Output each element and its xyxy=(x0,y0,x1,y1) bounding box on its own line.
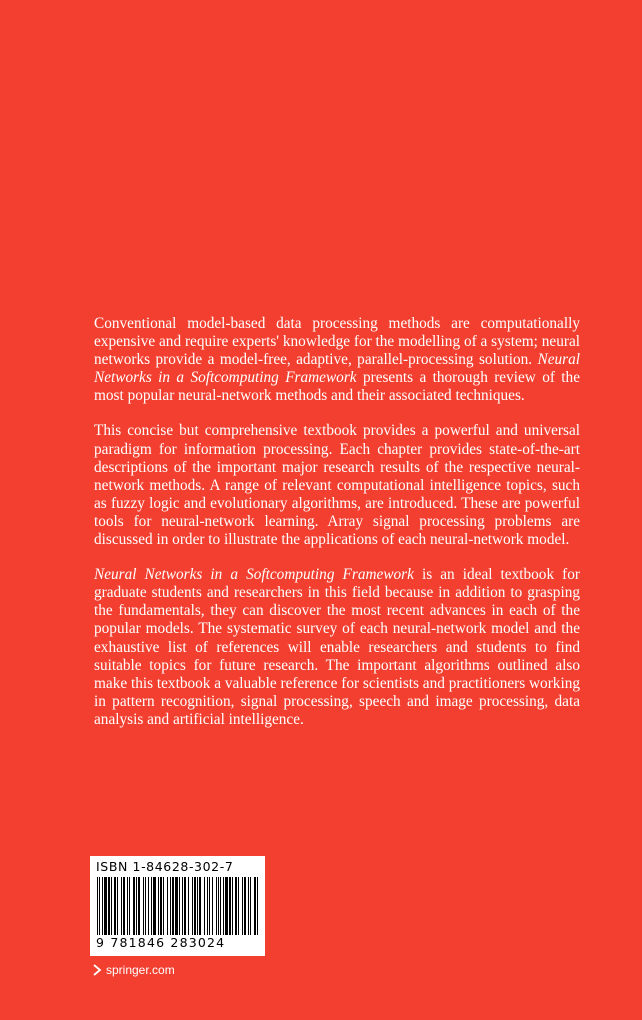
barcode-bar xyxy=(138,877,140,935)
blurb-paragraph-1 xyxy=(94,315,580,405)
blurb-paragraph-3 xyxy=(94,566,580,729)
barcode-bar xyxy=(194,877,196,935)
barcode-bar xyxy=(133,877,135,935)
isbn-label: ISBN 1-84628-302-7 xyxy=(96,859,234,874)
barcode-bar xyxy=(248,877,249,935)
barcode-bar xyxy=(225,877,228,935)
barcode-bar xyxy=(117,877,118,935)
barcode-bar xyxy=(175,877,178,935)
barcode-bar xyxy=(127,877,128,935)
barcode-bar xyxy=(153,877,156,935)
barcode-bar xyxy=(158,877,159,935)
barcode-bar xyxy=(212,877,213,935)
barcode-bar xyxy=(102,877,103,935)
barcode-bar xyxy=(257,877,258,935)
barcode-bar xyxy=(244,877,246,935)
barcode-bar xyxy=(182,877,183,935)
barcode-bar xyxy=(184,877,186,935)
barcode-bar xyxy=(172,877,174,935)
barcode-bar xyxy=(99,877,100,935)
barcode-bar xyxy=(160,877,162,935)
chevron-right-icon xyxy=(92,964,102,976)
publisher-url[interactable]: springer.com xyxy=(106,963,175,977)
barcode-digits: 9 781846 283024 xyxy=(96,935,226,950)
barcode-bar xyxy=(111,877,112,935)
blurb-p1-text-b: presents a thorough review of the most popular neural-network methods and their associated techniques. xyxy=(94,369,580,405)
barcode-bar xyxy=(136,877,137,935)
barcode-bar xyxy=(148,877,149,935)
barcode-image xyxy=(96,877,259,935)
blurb-paragraph-2: This concise but comprehensive textbook provides a powerful and universal paradigm for information processing. Each chapter provides state-of-the-art descriptions of the important major research results of the respective neural-network methods. A range of relevant computational intelligence topics, such as fuzzy logic and evolutionary algorithms, are introduced. These are powerful tools for neural-network learning. Array signal processing problems are discussed in order to illustrate the applications of each neural-network model. xyxy=(94,422,580,549)
barcode-bar xyxy=(250,877,251,935)
barcode-bar xyxy=(188,877,189,935)
barcode-bar xyxy=(204,877,205,935)
book-title-italic-2: Neural Networks in a Softcomputing Framework xyxy=(94,566,414,584)
barcode-bar xyxy=(97,877,98,935)
barcode-bar xyxy=(104,877,107,935)
barcode-bar xyxy=(108,877,110,935)
barcode-bar xyxy=(170,877,171,935)
barcode-bar xyxy=(229,877,231,935)
barcode-bar xyxy=(143,877,144,935)
barcode-bar xyxy=(123,877,125,935)
barcode-bar xyxy=(223,877,224,935)
barcode-bar xyxy=(114,877,116,935)
barcode-bar xyxy=(192,877,193,935)
barcode-bar xyxy=(235,877,237,935)
barcode-bar xyxy=(232,877,233,935)
barcode-bar xyxy=(254,877,256,935)
barcode-bar xyxy=(207,877,208,935)
barcode-bar xyxy=(238,877,239,935)
barcode-bar xyxy=(220,877,221,935)
barcode-bar xyxy=(121,877,122,935)
book-title-italic-1: Neural Networks in a Softcomputing Framework xyxy=(94,351,580,387)
blurb-p1-text-a: Conventional model-based data processing methods are computationally expensive and require experts' knowledge for the modelling of a system; neural networks provide a model-free, adaptive, parallel-processing solution. xyxy=(94,315,580,369)
barcode-bar xyxy=(129,877,130,935)
barcode-bar xyxy=(151,877,152,935)
barcode-bar xyxy=(242,877,243,935)
isbn-barcode-box xyxy=(90,856,265,956)
barcode-bar xyxy=(179,877,180,935)
barcode-bar xyxy=(199,877,201,935)
barcode-bar xyxy=(163,877,164,935)
blurb-p3-text: is an ideal textbook for graduate students and researchers in this field because in addition to grasping the fundamentals, they can discover the most recent advances in each of the popular models. The systematic survey of each neural-network model and the exhaustive list of references will enable researchers and students to find suitable topics for future research. The important algorithms outlined also make this textbook a valuable reference for scientists and practitioners working in pattern recognition, signal processing, speech and image processing, data analysis and artificial intelligence. xyxy=(94,566,580,728)
barcode-bar xyxy=(167,877,168,935)
barcode-bar xyxy=(218,877,219,935)
barcode-bar xyxy=(197,877,198,935)
barcode-bar xyxy=(145,877,146,935)
publisher-link[interactable] xyxy=(92,963,175,977)
barcode-bar xyxy=(209,877,210,935)
back-cover-blurb xyxy=(94,315,580,746)
barcode-bar xyxy=(216,877,217,935)
